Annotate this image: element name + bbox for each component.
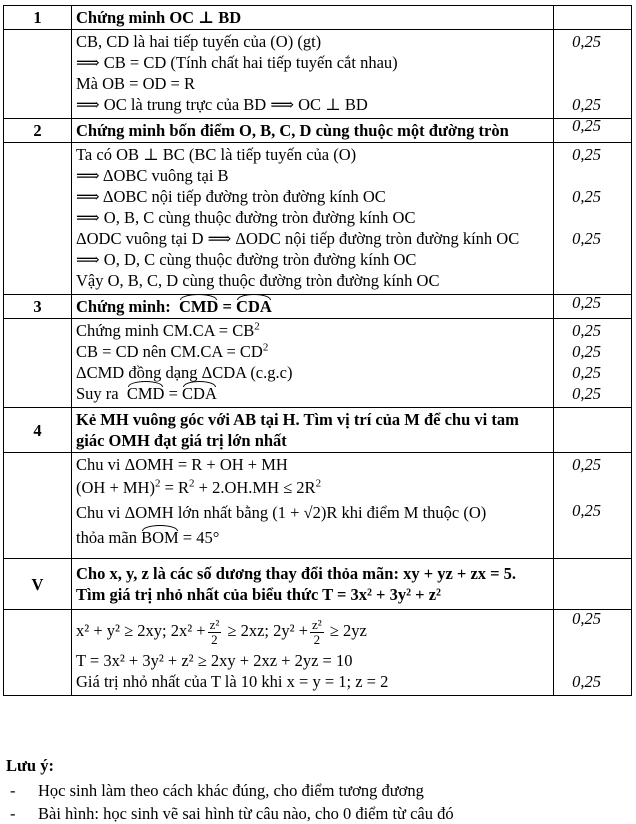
solution-line: ΔODC vuông tại D ⟹ ΔODC nội tiếp đường tròn đường kính OC xyxy=(76,229,520,248)
score-cell xyxy=(554,408,632,453)
solution-line: Mà OB = OD = R xyxy=(76,74,195,93)
score-cell xyxy=(554,30,632,135)
solution-line: Suy ra CMD = CDA xyxy=(76,384,217,403)
score-value: 0,25 xyxy=(572,609,601,628)
score-value: 0,25 xyxy=(572,145,601,164)
section-body xyxy=(72,319,554,408)
section-body xyxy=(72,143,554,295)
score-cell xyxy=(554,610,632,696)
arc-symbol: CMD xyxy=(126,384,165,403)
section-3-header-row xyxy=(4,295,632,319)
score-cell xyxy=(554,453,632,559)
score-value: 0,25 xyxy=(572,384,601,403)
solution-line: ⟹ O, D, C cùng thuộc đường tròn đường kính OC xyxy=(76,250,417,269)
score-value: 0,25 xyxy=(572,455,601,474)
note-item: - Học sinh làm theo cách khác đúng, cho điểm tương đương xyxy=(10,781,424,800)
arc-symbol: CDA xyxy=(182,384,217,403)
section-number: 2 xyxy=(4,119,72,143)
solution-line: thỏa mãn BOM = 45° xyxy=(76,528,220,547)
score-value: 0,25 xyxy=(572,321,601,340)
section-heading: Chứng minh bốn điểm O, B, C, D cùng thuộc một đường tròn xyxy=(72,119,554,143)
section-2-body-row xyxy=(4,143,632,295)
score-value: 0,25 xyxy=(572,229,601,248)
fraction: $\frac{\text{z²}}{2}$ xyxy=(311,616,322,647)
solution-line: x² + y² ≥ 2xy; 2x² + $\frac{\text{z²}}{2}$ ≥ 2xz; 2y² + $\frac{\text{z²}}{2}$ ≥ 2yz xyxy=(76,616,367,647)
section-number: V xyxy=(4,559,72,610)
score-value: 0,25 xyxy=(572,342,601,361)
solution-line: CB, CD là hai tiếp tuyến của (O) (gt) xyxy=(76,32,322,51)
note-section xyxy=(6,755,454,824)
solution-line: ⟹ CB = CD (Tính chất hai tiếp tuyến cắt nhau) xyxy=(76,53,398,72)
section-number: 1 xyxy=(4,6,72,30)
note-item: - Bài hình: học sinh vẽ sai hình từ câu nào, cho 0 điểm từ câu đó xyxy=(10,804,454,823)
score-value: 0,25 xyxy=(572,363,601,382)
solution-line: Chứng minh $CM.CA = CB^2$ xyxy=(76,320,260,340)
solution-line: ⟹ O, B, C cùng thuộc đường tròn đường kính OC xyxy=(76,208,416,227)
section-heading: Chứng minh: CMD = CDA xyxy=(72,295,554,319)
score-value: 0,25 xyxy=(572,501,601,520)
score-value: 0,25 xyxy=(572,187,601,206)
solution-line: Ta có OB ⊥ BC (BC là tiếp tuyến của (O) xyxy=(76,145,357,164)
section-number: 3 xyxy=(4,295,72,319)
solution-line: $(OH + MH)^2 = R^2 + 2.OH.MH \le 2R^2$ xyxy=(76,477,322,497)
section-heading: Kẻ MH vuông góc với AB tại H. Tìm vị trí của M để chu vi tam giác OMH đạt giá trị lớn nhất xyxy=(72,408,554,453)
solution-line: T = 3x² + 3y² + z² ≥ 2xy + 2xz + 2yz = 10 xyxy=(76,651,353,670)
score-value: 0,25 xyxy=(572,672,601,691)
score-cell xyxy=(554,319,632,408)
solution-line: ⟹ ΔOBC nội tiếp đường tròn đường kính OC xyxy=(76,187,386,206)
note-title: Lưu ý: xyxy=(6,756,54,775)
solution-line: Giá trị nhỏ nhất của T là 10 khi x = y = 1; z = 2 xyxy=(76,672,389,691)
section-4-header-row xyxy=(4,408,632,453)
score-value: 0,25 xyxy=(572,32,601,51)
grading-table xyxy=(3,5,632,696)
section-1-body-row xyxy=(4,30,632,119)
arc-symbol: BOM xyxy=(141,528,179,547)
arc-symbol: CDA xyxy=(236,297,272,316)
solution-line: Chu vi ΔOMH = R + OH + MH xyxy=(76,455,288,474)
section-4-body-row xyxy=(4,453,632,559)
section-1-header-row xyxy=(4,6,632,30)
section-3-body-row xyxy=(4,319,632,408)
solution-line: Vậy O, B, C, D cùng thuộc đường tròn đường kính OC xyxy=(76,271,440,290)
section-heading: Cho x, y, z là các số dương thay đổi thỏa mãn: xy + yz + zx = 5. Tìm giá trị nhỏ nhất của biểu thức T = 3x² + 3y² + z² xyxy=(72,559,554,610)
fraction: $\frac{\text{z²}}{2}$ xyxy=(209,616,220,647)
solution-line: ⟹ OC là trung trực của BD ⟹ OC ⊥ BD xyxy=(76,95,368,114)
section-heading: Chứng minh OC ⊥ BD xyxy=(72,6,554,30)
section-body xyxy=(72,30,554,119)
section-2-header-row xyxy=(4,119,632,143)
score-value: 0,25 xyxy=(572,116,601,135)
section-5-body-row xyxy=(4,610,632,696)
section-body xyxy=(72,453,554,559)
solution-line: ⟹ ΔOBC vuông tại B xyxy=(76,166,229,185)
score-value: 0,25 xyxy=(572,293,601,312)
section-number: 4 xyxy=(4,408,72,453)
section-body xyxy=(72,610,554,696)
score-cell xyxy=(554,143,632,312)
score-cell xyxy=(554,559,632,610)
score-cell xyxy=(554,6,632,30)
solution-line: Chu vi ΔOMH lớn nhất bằng (1 + √2)R khi điểm M thuộc (O) xyxy=(76,503,487,522)
section-5-header-row xyxy=(4,559,632,610)
arc-symbol: CMD xyxy=(178,297,219,316)
solution-line: CB = CD nên $CM.CA = CD^2$ xyxy=(76,341,269,361)
solution-line: ΔCMD đồng dạng ΔCDA (c.g.c) xyxy=(76,363,293,382)
score-value: 0,25 xyxy=(572,95,601,114)
